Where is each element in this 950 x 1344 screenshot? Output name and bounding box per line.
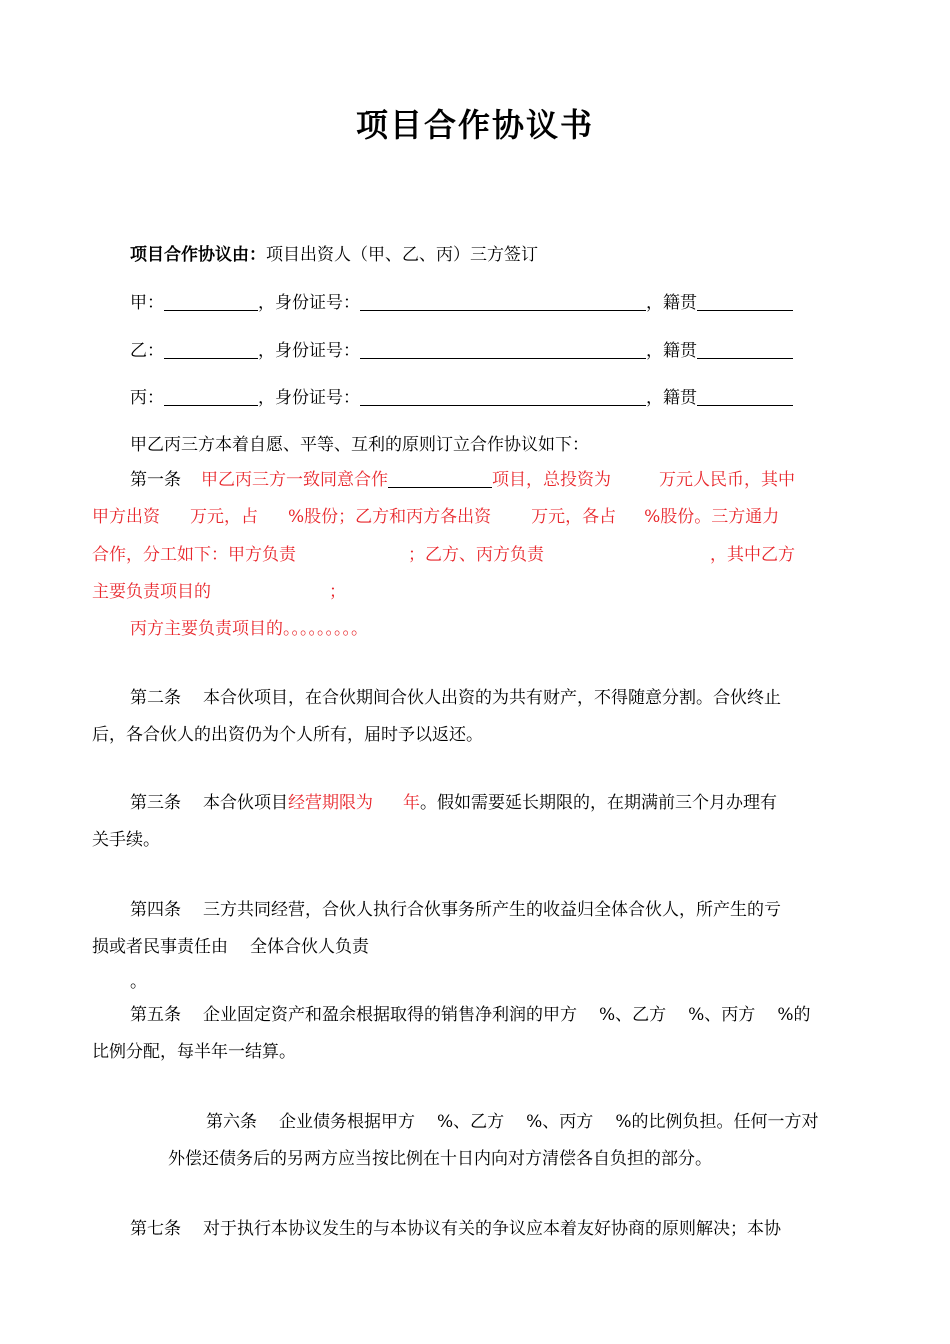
article-6-text: 企业债务根据甲方 xyxy=(279,1112,415,1132)
article-1-line-4 xyxy=(92,580,346,604)
article-1-label: 第一条 xyxy=(130,470,181,490)
party-id-label: ，身份证号： xyxy=(258,341,360,361)
article-6-line-2: 外偿还债务后的另两方应当按比例在十日内向对方清偿各自负担的部分。 xyxy=(168,1149,712,1169)
article-6-text: %的比例负担。任何一方对 xyxy=(615,1112,819,1132)
intro-line xyxy=(130,243,538,267)
article-7-label: 第七条 xyxy=(130,1219,181,1239)
article-1-text: 万元，占 xyxy=(190,507,258,527)
article-4-text: 三方共同经营，合伙人执行合伙事务所产生的收益归全体合伙人，所产生的亏 xyxy=(203,900,781,920)
article-1-line-3 xyxy=(92,543,795,567)
party-row xyxy=(130,386,793,410)
article-1-text: 万元，各占 xyxy=(531,507,617,527)
article-3-text: 年 xyxy=(403,793,420,813)
party-name: 丙： xyxy=(130,388,164,408)
article-5-line-1 xyxy=(130,1003,810,1027)
preamble: 甲乙丙三方本着自愿、平等、互利的原则订立合作协议如下： xyxy=(130,435,589,455)
article-1-text: ； xyxy=(329,582,346,602)
article-1-line-5: 丙方主要负责项目的。。。。。。。。。 xyxy=(130,619,368,639)
article-5-text: %的 xyxy=(777,1005,811,1025)
article-1-text: 主要负责项目的 xyxy=(92,582,211,602)
article-1-text: 甲乙丙三方一致同意合作 xyxy=(201,470,388,490)
article-4-text: 全体合伙人负责 xyxy=(250,937,369,957)
article-3-line-2: 关手续。 xyxy=(92,830,160,850)
party-id-blank[interactable] xyxy=(360,292,646,311)
article-2-line-1 xyxy=(130,686,781,710)
article-5-text: %、乙方 xyxy=(599,1005,667,1025)
article-6-text: %、丙方 xyxy=(526,1112,594,1132)
article-6-label: 第六条 xyxy=(206,1112,257,1132)
article-1-text: 项目，总投资为 xyxy=(492,470,611,490)
article-1-text: 合作，分工如下：甲方负责 xyxy=(92,545,296,565)
article-7-text: 对于执行本协议发生的与本协议有关的争议应本着友好协商的原则解决；本协 xyxy=(203,1219,781,1239)
article-3-line-1 xyxy=(130,791,777,815)
party-origin-label: ，籍贯 xyxy=(646,293,697,313)
article-4-text: 损或者民事责任由 xyxy=(92,937,228,957)
article-3-text: 。假如需要延长期限的，在期满前三个月办理有 xyxy=(420,793,777,813)
article-3-text: 经营期限为 xyxy=(288,793,373,813)
party-origin-label: ，籍贯 xyxy=(646,341,697,361)
article-5-text: %、丙方 xyxy=(688,1005,756,1025)
article-1-text: ，其中乙方 xyxy=(710,545,795,565)
intro-text: 项目出资人（甲、乙、丙）三方签订 xyxy=(266,245,538,265)
article-5-text: 企业固定资产和盈余根据取得的销售净利润的甲方 xyxy=(203,1005,577,1025)
party-id-label: ，身份证号： xyxy=(258,293,360,313)
article-2-label: 第二条 xyxy=(130,688,181,708)
article-7-line-1 xyxy=(130,1217,781,1241)
article-1-line-2 xyxy=(92,505,779,529)
article-5-label: 第五条 xyxy=(130,1005,181,1025)
article-1-text: 甲方出资 xyxy=(92,507,160,527)
article-2-text: 本合伙项目，在合伙期间合伙人出资的为共有财产，不得随意分割。合伙终止 xyxy=(203,688,781,708)
party-row xyxy=(130,339,793,363)
project-name-blank[interactable] xyxy=(388,469,492,488)
party-row xyxy=(130,291,793,315)
article-4-line-3: 。 xyxy=(130,972,147,992)
party-origin-blank[interactable] xyxy=(697,292,793,311)
article-4-line-1 xyxy=(130,898,781,922)
article-1-text: %股份；乙方和丙方各出资 xyxy=(288,507,492,527)
party-id-blank[interactable] xyxy=(360,387,646,406)
article-1-text: %股份。三方通力 xyxy=(644,507,780,527)
article-3-label: 第三条 xyxy=(130,793,181,813)
article-6-text: %、乙方 xyxy=(437,1112,505,1132)
party-name-blank[interactable] xyxy=(164,292,258,311)
party-name: 甲： xyxy=(130,293,164,313)
article-4-label: 第四条 xyxy=(130,900,181,920)
article-1-text: 万元人民币，其中 xyxy=(659,470,795,490)
party-name-blank[interactable] xyxy=(164,340,258,359)
party-name: 乙： xyxy=(130,341,164,361)
article-2-line-2: 后，各合伙人的出资仍为个人所有，届时予以返还。 xyxy=(92,725,483,745)
party-id-label: ，身份证号： xyxy=(258,388,360,408)
article-1-line-1 xyxy=(130,468,795,492)
article-3-text: 本合伙项目 xyxy=(203,793,288,813)
article-5-line-2: 比例分配，每半年一结算。 xyxy=(92,1042,296,1062)
party-origin-blank[interactable] xyxy=(697,340,793,359)
article-1-text: ；乙方、丙方负责 xyxy=(408,545,544,565)
article-4-line-2 xyxy=(92,935,369,959)
party-origin-blank[interactable] xyxy=(697,387,793,406)
article-6-line-1 xyxy=(206,1110,818,1134)
party-name-blank[interactable] xyxy=(164,387,258,406)
party-id-blank[interactable] xyxy=(360,340,646,359)
party-origin-label: ，籍贯 xyxy=(646,388,697,408)
document-title: 项目合作协议书 xyxy=(355,106,594,144)
intro-label: 项目合作协议由： xyxy=(130,245,266,265)
